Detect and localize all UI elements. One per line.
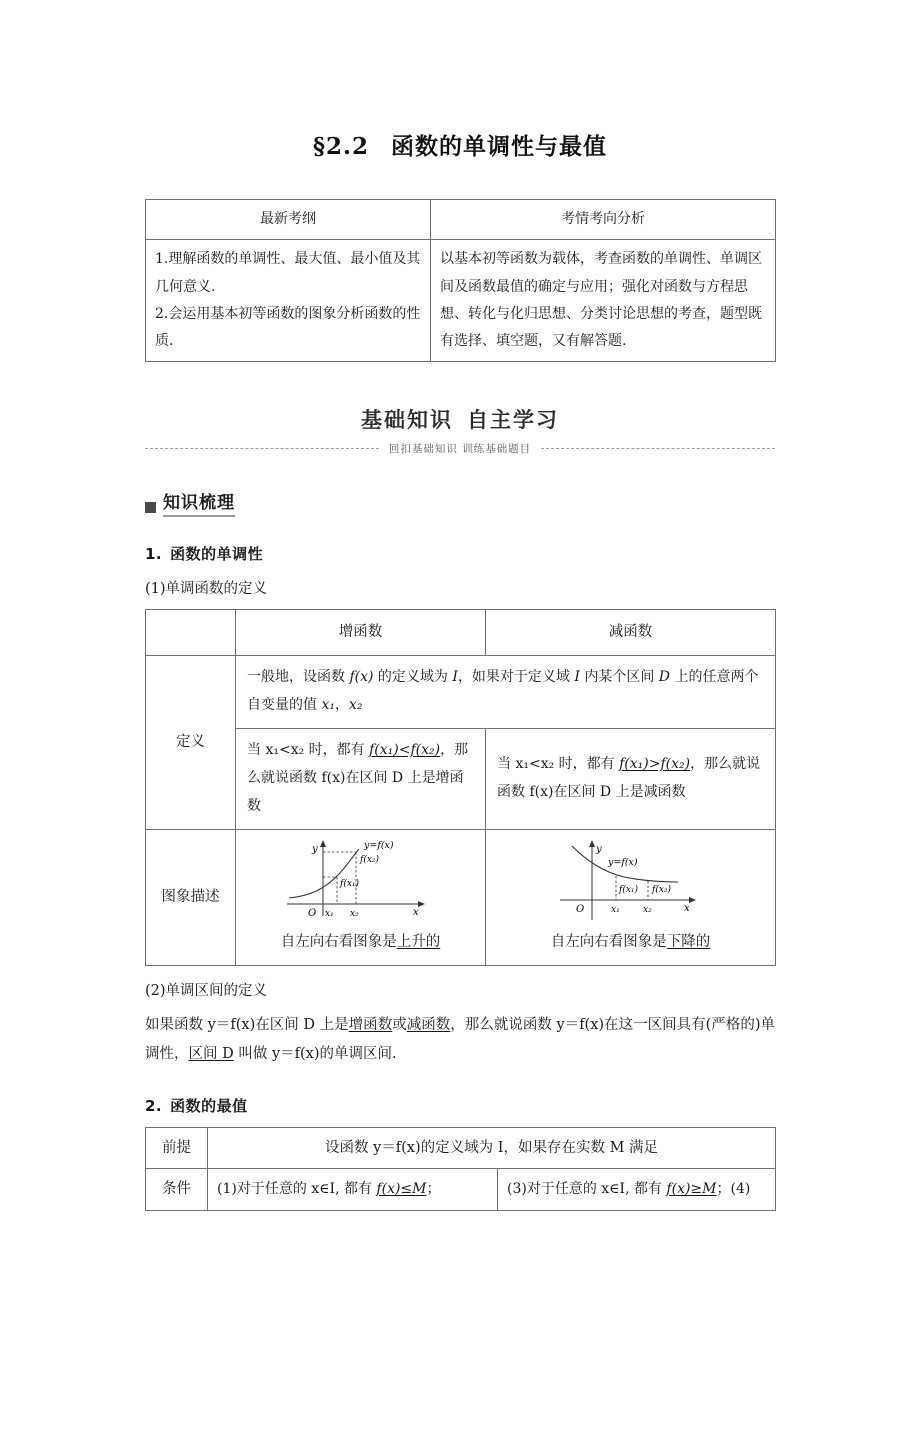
mono-general-statement xyxy=(236,655,776,728)
table-row-premise xyxy=(146,1128,776,1169)
graph-label-curve: y=f(x) xyxy=(363,839,394,851)
mono-header-increasing: 增函数 xyxy=(236,610,486,655)
ext-rowlabel-condition: 条件 xyxy=(146,1169,208,1210)
section1-sub2-label: (2)单调区间的定义 xyxy=(145,983,268,1000)
graph-label-fx1: f(x₁) xyxy=(618,884,638,895)
mono-decreasing-graph-cell xyxy=(486,829,776,965)
page-title xyxy=(145,128,775,161)
cond-right-blank: f(x)≥M xyxy=(666,1180,717,1197)
mono-rowlabel-definition: 定义 xyxy=(146,655,236,829)
section-banner xyxy=(145,404,775,456)
mono-header-blank xyxy=(146,610,236,655)
inc-def-blank: f(x₁)<f(x₂) xyxy=(369,741,441,758)
gs-i2: I xyxy=(574,668,580,685)
table-header-row xyxy=(146,610,776,655)
outline-item-1: 1.理解函数的单调性、最大值、最小值及其几何意义. xyxy=(155,251,421,295)
increasing-graph-caption xyxy=(240,928,481,956)
knowledge-review-label: 知识梳理 xyxy=(163,488,235,517)
mono-increasing-definition xyxy=(236,728,486,829)
dec-caption-blank: 下降的 xyxy=(666,933,711,950)
graph-label-x1: x₁ xyxy=(610,904,620,915)
sub2-blank-b: 减函数 xyxy=(406,1017,451,1034)
banner-subtitle-row xyxy=(145,441,775,456)
graph-label-x: x xyxy=(412,906,419,918)
banner-title xyxy=(145,404,775,434)
gs-pre: 一般地，设函数 xyxy=(247,668,350,685)
graph-label-x2: x₂ xyxy=(642,904,652,915)
inc-def-post: ，那么就说函数 f(x)在区间 D 上是增函数 xyxy=(247,741,469,814)
dec-def-pre: 当 x₁<x₂ 时，都有 xyxy=(497,755,620,772)
banner-rule-right xyxy=(541,448,775,449)
sub2-text-b: 或 xyxy=(392,1017,407,1034)
table-row-condition xyxy=(146,1169,776,1210)
graph-label-x1: x₁ xyxy=(324,908,334,919)
inc-caption-blank: 上升的 xyxy=(396,933,441,950)
table-row-general xyxy=(146,655,776,728)
section-title-text: 函数的单调性与最值 xyxy=(391,134,608,160)
graph-label-y: y xyxy=(595,843,602,855)
outline-header-right: 考情考向分析 xyxy=(431,200,776,240)
outline-cell-right: 以基本初等函数为载体，考查函数的单调性、单调区间及函数最值的确定与应用；强化对函数与方程思想、转化与化归思想、分类讨论思想的考查，题型既有选择、填空题，又有解答题. xyxy=(431,240,776,362)
ext-condition-right xyxy=(498,1169,776,1210)
section2-title: 函数的最值 xyxy=(170,1097,248,1116)
dec-caption-pre: 自左向右看图象是 xyxy=(550,933,667,950)
table-row-definitions xyxy=(146,728,776,829)
graph-label-x2: x₂ xyxy=(349,908,359,919)
table-header-row xyxy=(146,200,776,240)
section1-title: 函数的单调性 xyxy=(170,545,264,564)
cond-left-blank: f(x)≤M xyxy=(376,1180,427,1197)
graph-label-fx2: f(x₂) xyxy=(359,854,379,865)
graph-label-origin: O xyxy=(575,903,584,915)
dec-def-post: ，那么就说函数 f(x)在区间 D 上是减函数 xyxy=(497,755,761,800)
graph-label-y: y xyxy=(311,843,318,855)
mono-rowlabel-graph: 图象描述 xyxy=(146,829,236,965)
gs-d: D xyxy=(658,668,671,685)
table-row xyxy=(146,240,776,362)
gs-end: 上的任意两个自变量的值 xyxy=(247,668,759,713)
sub2-blank-c: 区间 D xyxy=(188,1046,234,1063)
table-row-graphs xyxy=(146,829,776,965)
decreasing-graph-caption xyxy=(490,928,771,956)
document-page xyxy=(0,128,920,1430)
exam-outline-table xyxy=(145,199,776,362)
graph-label-curve: y=f(x) xyxy=(607,856,638,868)
knowledge-review-heading xyxy=(145,488,775,517)
banner-subtitle: 回扣基础知识 训练基础题目 xyxy=(388,443,532,456)
section2-heading xyxy=(145,1095,775,1116)
outline-item-2: 2.会运用基本初等函数的图象分析函数的性质. xyxy=(155,305,421,350)
cond-right-post: ；(4) xyxy=(716,1180,751,1197)
sub2-text-d: 叫做 y＝f(x)的单调区间. xyxy=(233,1046,397,1063)
section2-index: 2. xyxy=(145,1097,163,1116)
section1-sub1-label: (1)单调函数的定义 xyxy=(145,581,268,598)
inc-def-pre: 当 x₁<x₂ 时，都有 xyxy=(247,741,370,758)
gs-x1: x₁ xyxy=(321,696,335,713)
banner-rule-left xyxy=(145,448,379,449)
mono-increasing-graph-cell xyxy=(236,829,486,965)
gs-comma: ， xyxy=(334,696,349,713)
section1-index: 1. xyxy=(145,545,163,564)
banner-title-right: 自主学习 xyxy=(467,408,559,433)
extreme-value-table xyxy=(145,1127,776,1211)
outline-cell-left xyxy=(146,240,431,362)
dec-def-blank: f(x₁)>f(x₂) xyxy=(619,755,691,772)
cond-right-pre: (3)对于任意的 x∈I, 都有 xyxy=(507,1180,667,1197)
monotonic-definition-table xyxy=(145,609,776,966)
sub2-text-c: ，那么就说函数 y＝f(x)在这一区间具有(严格的)单调性， xyxy=(145,1017,776,1063)
ext-condition-left xyxy=(208,1169,498,1210)
graph-label-fx2: f(x₂) xyxy=(651,884,671,895)
section-number: §2.2 xyxy=(312,133,370,160)
gs-mid: 的定义域为 xyxy=(373,668,453,685)
graph-label-fx1: f(x₁) xyxy=(339,878,359,889)
square-bullet-icon xyxy=(145,502,156,513)
gs-x2: x₂ xyxy=(348,696,363,713)
gs-i: I xyxy=(452,668,458,685)
mono-header-decreasing: 减函数 xyxy=(486,610,776,655)
gs-f: f(x) xyxy=(349,668,374,685)
section1-sub2-text xyxy=(145,1011,775,1069)
sub2-blank-a: 增函数 xyxy=(348,1017,393,1034)
section1-heading xyxy=(145,543,775,564)
mono-decreasing-definition xyxy=(486,728,776,829)
ext-premise-value: 设函数 y＝f(x)的定义域为 I，如果存在实数 M 满足 xyxy=(208,1128,776,1169)
banner-title-left: 基础知识 xyxy=(361,408,453,433)
cond-left-post: ； xyxy=(426,1180,441,1197)
decreasing-function-graph xyxy=(526,836,736,926)
gs-post: ，如果对于定义域 xyxy=(457,668,575,685)
graph-label-origin: O xyxy=(307,907,316,919)
graph-label-x: x xyxy=(683,902,690,914)
gs-post2: 内某个区间 xyxy=(579,668,659,685)
increasing-function-graph xyxy=(261,836,461,926)
inc-caption-pre: 自左向右看图象是 xyxy=(280,933,397,950)
sub2-text-a: 如果函数 y＝f(x)在区间 D 上是 xyxy=(145,1017,349,1034)
ext-rowlabel-premise: 前提 xyxy=(146,1128,208,1169)
outline-header-left: 最新考纲 xyxy=(146,200,431,240)
cond-left-pre: (1)对于任意的 x∈I, 都有 xyxy=(217,1180,377,1197)
